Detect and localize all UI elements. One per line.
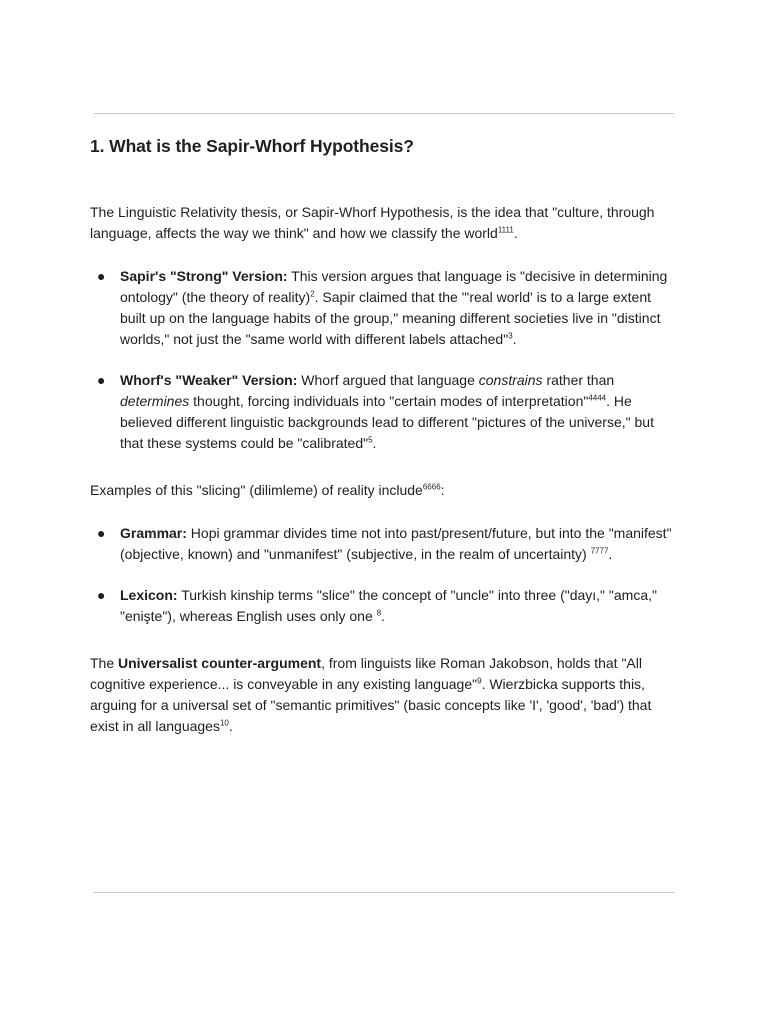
list-item: ● Grammar: Hopi grammar divides time not into past/present/future, but into the "manifest" (objective, known) and "unmanifest" (subjective, in the realm of uncertainty) $^{7777}$. xyxy=(97,525,672,562)
document-body xyxy=(90,202,680,737)
item-label: Sapir's "Strong" Version: xyxy=(120,268,288,284)
top-divider xyxy=(94,113,674,114)
list-item: ● Whorf's "Weaker" Version: Whorf argued that language constrains rather than determines thought, forcing individuals into "certain modes of interpretation"$^{4444}$. He believed different linguistic backgrounds lead to different "pictures of the universe," but that these systems could be "calibrated"$^5$. xyxy=(97,372,654,451)
item-label: Whorf's "Weaker" Version: xyxy=(120,372,298,388)
footnote-ref: 8 xyxy=(376,608,382,618)
footnote-ref: 3 xyxy=(508,331,513,341)
bullet-icon: ● xyxy=(97,587,106,603)
footnote-ref: 4444 xyxy=(588,393,607,403)
footnote-ref: 9 xyxy=(477,676,482,686)
item-label: Lexicon: xyxy=(120,587,178,603)
footnote-ref: 5 xyxy=(368,435,373,445)
list-item: ● Sapir's "Strong" Version: This version argues that language is "decisive in determining ontology" (the theory of reality)$^2$. Sapir claimed that the "'real world' is to a large extent built up on the language habits of the group," meaning different societies live in "distinct worlds," not just the "same world with different labels attached"$^3$. xyxy=(97,268,668,347)
examples-intro-paragraph: Examples of this "slicing" (dilimleme) of reality include$^{6666}$: xyxy=(90,482,445,498)
intro-paragraph: The Linguistic Relativity thesis, or Sapir-Whorf Hypothesis, is the idea that "culture, through language, affects the way we think" and how we classify the world$^{1111}$. xyxy=(90,204,655,241)
versions-list xyxy=(90,266,680,454)
footnote-ref: 7777 xyxy=(590,546,609,556)
footnote-ref: 2 xyxy=(310,289,315,299)
page-title: 1. What is the Sapir-Whorf Hypothesis? xyxy=(90,136,414,156)
bullet-icon: ● xyxy=(97,268,106,284)
bottom-divider xyxy=(94,892,674,893)
bullet-icon: ● xyxy=(97,372,106,388)
bullet-icon: ● xyxy=(97,525,106,541)
item-label: Grammar: xyxy=(120,525,187,541)
closing-paragraph: The Universalist counter-argument, from linguists like Roman Jakobson, holds that "All cognitive experience... is conveyable in any existing language"$^9$. Wierzbicka supports this, arguing for a universal set of "semantic primitives" (basic concepts like 'I', 'good', 'bad') that exist in all languages$^{10}$. xyxy=(90,655,652,734)
footnote-ref: 1111 xyxy=(497,225,514,235)
examples-list xyxy=(90,523,680,627)
footnote-ref: 10 xyxy=(219,718,229,728)
footnote-ref: 6666 xyxy=(422,482,441,492)
list-item: ● Lexicon: Turkish kinship terms "slice" the concept of "uncle" into three ("dayı," "amca," "enişte"), whereas English uses only one $^8$. xyxy=(97,587,657,624)
